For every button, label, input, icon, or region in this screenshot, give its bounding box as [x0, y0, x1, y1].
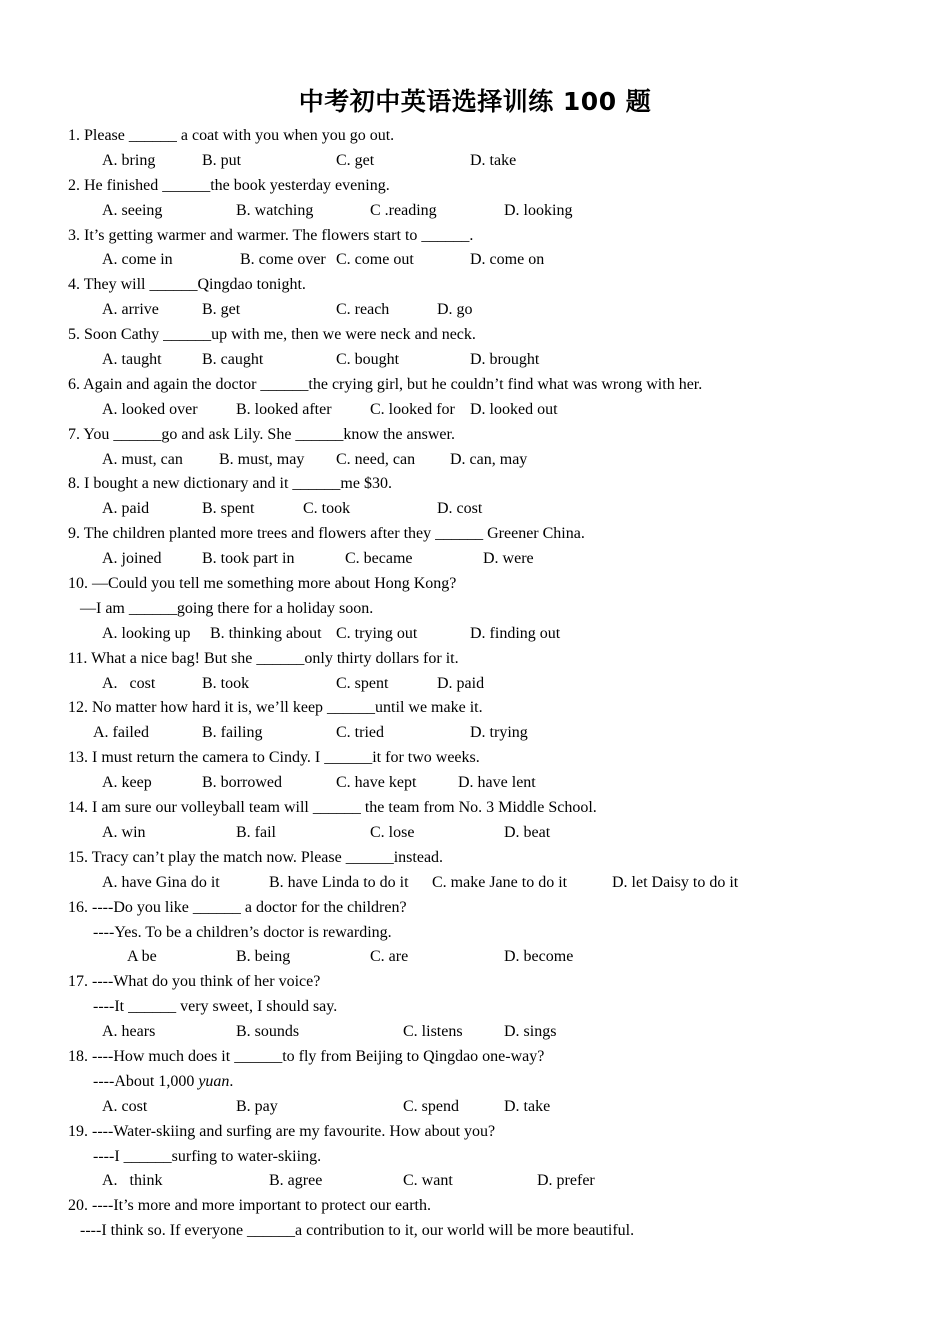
option-c: C. need, can [336, 450, 416, 468]
question-18-options [68, 1095, 928, 1120]
question-18-stem-line-2 [68, 1070, 928, 1095]
option-b: B. put [202, 151, 242, 169]
option-b: B. thinking about [210, 624, 322, 642]
question-11-options [68, 672, 928, 697]
option-d: D. prefer [537, 1172, 595, 1190]
question-list [68, 124, 928, 1244]
option-b: B. took part in [202, 550, 295, 568]
option-b: B. must, may [219, 450, 305, 468]
question-13-stem: 13. I must return the camera to Cindy. I ______it for two weeks. [68, 749, 480, 767]
question-4-stem: 4. They will ______Qingdao tonight. [68, 276, 306, 294]
option-d: D. were [483, 550, 534, 568]
option-c: C. come out [336, 251, 414, 269]
option-b: B. come over [240, 251, 326, 269]
option-d: D. become [504, 948, 574, 966]
question-14-options [68, 821, 928, 846]
question-3-stem: 3. It’s getting warmer and warmer. The flowers start to ______. [68, 226, 474, 244]
option-c: C. have kept [336, 774, 417, 792]
option-b: B. agree [269, 1172, 323, 1190]
question-4-options [68, 298, 928, 323]
option-d: D. go [437, 301, 473, 319]
option-a: A. joined [102, 550, 162, 568]
question-15-stem: 15. Tracy can’t play the match now. Please ______instead. [68, 848, 444, 866]
option-d: D. can, may [450, 450, 528, 468]
option-a: A. think [102, 1172, 163, 1190]
question-9-stem: 9. The children planted more trees and flowers after they ______ Greener China. [68, 525, 585, 543]
question-16-stem: 16. ----Do you like ______ a doctor for the children? [68, 898, 407, 916]
question-8-options [68, 497, 928, 522]
option-a: A. failed [93, 724, 149, 742]
question-17-stem: 17. ----What do you think of her voice? [68, 973, 321, 991]
option-d: D. take [470, 151, 517, 169]
option-c: C. spent [336, 674, 389, 692]
option-a: A. seeing [102, 201, 163, 219]
option-c: C. lose [370, 823, 415, 841]
question-18-stem: 18. ----How much does it ______to fly from Beijing to Qingdao one-way? [68, 1047, 545, 1065]
option-a: A. bring [102, 151, 156, 169]
question-16-options [68, 945, 928, 970]
question-20-stem: 20. ----It’s more and more important to protect our earth. [68, 1197, 431, 1215]
option-d: D. have lent [458, 774, 536, 792]
option-a: A. come in [102, 251, 173, 269]
option-d: D. let Daisy to do it [612, 873, 739, 891]
option-a: A. paid [102, 500, 150, 518]
question-6-stem: 6. Again and again the doctor ______the crying girl, but he couldn’t find what was wrong with her. [68, 375, 703, 393]
question-5-stem: 5. Soon Cathy ______up with me, then we were neck and neck. [68, 326, 476, 344]
option-b: B. get [202, 301, 241, 319]
option-d: D. paid [437, 674, 485, 692]
option-b: B. pay [236, 1097, 278, 1115]
option-b: B. caught [202, 351, 264, 369]
option-c: C. spend [403, 1097, 459, 1115]
question-20-stem-line-2: ----I think so. If everyone ______a contribution to it, our world will be more beautiful. [80, 1222, 635, 1240]
option-a: A. taught [102, 351, 162, 369]
option-c: C. bought [336, 351, 400, 369]
question-6-options [68, 398, 928, 423]
question-2-stem: 2. He finished ______the book yesterday evening. [68, 176, 390, 194]
option-d: D. trying [470, 724, 528, 742]
option-a: A. looking up [102, 624, 191, 642]
question-5-options [68, 348, 928, 373]
option-c: C. tried [336, 724, 384, 742]
option-d: D. beat [504, 823, 551, 841]
option-c: C. make Jane to do it [432, 873, 568, 891]
option-d: D. cost [437, 500, 483, 518]
option-a: A. hears [102, 1023, 156, 1041]
option-a: A. cost [102, 1097, 148, 1115]
option-a: A be [127, 948, 157, 966]
question-3-options [68, 248, 928, 273]
option-d: D. come on [470, 251, 545, 269]
option-d: D. sings [504, 1023, 557, 1041]
question-19-options [68, 1169, 928, 1194]
option-c: C. took [303, 500, 351, 518]
question-13-options [68, 771, 928, 796]
option-b: B. sounds [236, 1023, 300, 1041]
question-12-options [68, 721, 928, 746]
question-7-options [68, 448, 928, 473]
question-7-stem: 7. You ______go and ask Lily. She ______know the answer. [68, 425, 455, 443]
option-a: A. keep [102, 774, 152, 792]
option-b: B. being [236, 948, 291, 966]
option-c: C. are [370, 948, 409, 966]
option-b: B. watching [236, 201, 314, 219]
question-8-stem: 8. I bought a new dictionary and it ______me $30. [68, 475, 392, 493]
question-16-stem-line-2: ----Yes. To be a children’s doctor is rewarding. [93, 923, 392, 941]
question-9-options [68, 547, 928, 572]
option-c: C .reading [370, 201, 437, 219]
question-1-stem: 1. Please ______ a coat with you when you go out. [68, 127, 395, 144]
option-d: D. looked out [470, 400, 558, 418]
question-12-stem: 12. No matter how hard it is, we’ll keep ______until we make it. [68, 699, 483, 717]
question-2-options [68, 199, 928, 224]
question-10-stem-line-2: —I am ______going there for a holiday soon. [80, 599, 374, 617]
option-b: B. took [202, 674, 250, 692]
option-c: C. want [403, 1172, 453, 1190]
option-b: B. looked after [236, 400, 332, 418]
option-a: A. must, can [102, 450, 183, 468]
question-15-options [68, 871, 928, 896]
option-c: C. trying out [336, 624, 418, 642]
question-17-options [68, 1020, 928, 1045]
option-a: A. cost [102, 674, 156, 692]
question-19-stem: 19. ----Water-skiing and surfing are my favourite. How about you? [68, 1122, 496, 1140]
option-d: D. take [504, 1097, 551, 1115]
answer-period: . [229, 1072, 234, 1090]
option-b: B. have Linda to do it [269, 873, 409, 891]
option-c: C. became [345, 550, 413, 568]
option-d: D. finding out [470, 624, 561, 642]
question-14-stem: 14. I am sure our volleyball team will ______ the team from No. 3 Middle School. [68, 799, 597, 817]
option-c: C. reach [336, 301, 390, 319]
option-b: B. failing [202, 724, 263, 742]
option-d: D. looking [504, 201, 573, 219]
page-title: 中考初中英语选择训练 100 题 [298, 87, 652, 116]
question-10-stem: 10. —Could you tell me something more about Hong Kong? [68, 575, 457, 593]
option-a: A. have Gina do it [102, 873, 220, 891]
question-11-stem: 11. What a nice bag! But she ______only thirty dollars for it. [68, 649, 459, 667]
option-c: C. listens [403, 1023, 463, 1041]
question-1-options [68, 149, 928, 174]
answer-prefix: ----About 1,000 [93, 1072, 199, 1090]
question-10-options [68, 622, 928, 647]
option-a: A. looked over [102, 400, 198, 418]
question-17-stem-line-2: ----It ______ very sweet, I should say. [93, 998, 338, 1016]
currency-yuan: yuan [198, 1072, 230, 1090]
option-c: C. looked for [370, 400, 455, 418]
option-a: A. arrive [102, 301, 159, 319]
option-b: B. fail [236, 823, 276, 841]
option-b: B. borrowed [202, 774, 282, 792]
option-d: D. brought [470, 351, 540, 369]
option-b: B. spent [202, 500, 255, 518]
option-a: A. win [102, 823, 146, 841]
question-19-stem-line-2: ----I ______surfing to water-skiing. [93, 1147, 322, 1165]
option-c: C. get [336, 151, 375, 169]
